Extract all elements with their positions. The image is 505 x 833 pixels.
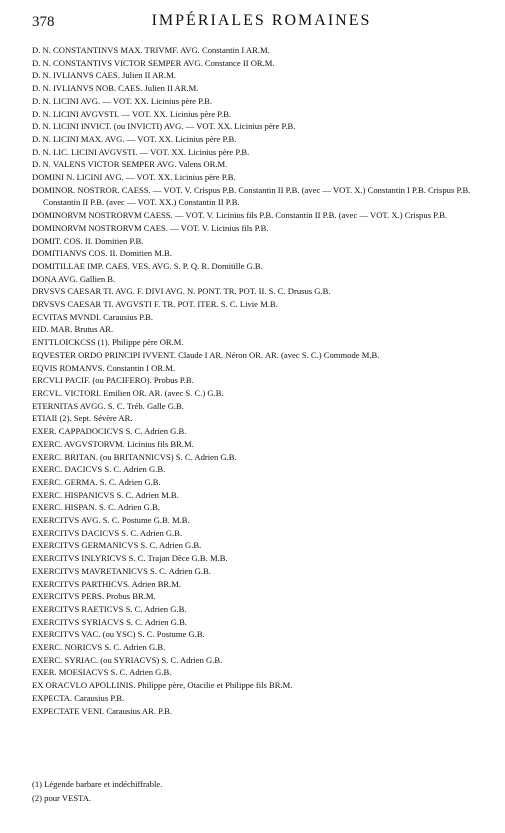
- legend-entry: D. N. LICINI INVICT. (ou INVICTI) AVG. — VOT. XX. Licinius père P.B.: [32, 121, 296, 132]
- legend-entry: D. N. LIC. LICINI AVGVSTI. — VOT. XX. Licinius père P.B.: [32, 146, 250, 157]
- legend-entry: D. N. IVLIANVS CAES. Julien II AR.M.: [32, 70, 176, 81]
- legend-entry: DOMIT. COS. II. Domitien P.B.: [32, 235, 144, 246]
- legend-entry: DRVSVS CAESAR TI. AVGVSTI F. TR. POT. ITER. S. C. Livie M.B.: [32, 299, 278, 310]
- legend-entry: EXERCITVS SYRIACVS S. C. Adrien G.B.: [32, 616, 187, 627]
- legend-entry: EXERCITVS INLYRICVS S. C. Trajan Dèce G.B. M.B.: [32, 553, 228, 564]
- legend-entry: ETERNITAS AVGG. S. C. Tréb. Galle G.B.: [32, 400, 184, 411]
- legend-entry: DRVSVS CAESAR TI. AVG. F. DIVI AVG. N. PONT. TR. POT. II. S. C. Drusus G.B.: [32, 286, 331, 297]
- legend-entry: D. N. VALENS VICTOR SEMPER AVG. Valens OR.M.: [32, 159, 228, 170]
- legend-entry: EXERCITVS AVG. S. C. Postume G.B. M.B.: [32, 515, 190, 526]
- legend-entry: EX ORACVLO APOLLINIS. Philippe père, Otacilie et Philippe fils BR.M.: [32, 680, 293, 691]
- legend-entry: EXERCITVS PERS. Probus BR.M.: [32, 591, 156, 602]
- legend-entry: ECVITAS MVNDI. Carausius P.B.: [32, 311, 154, 322]
- legend-entry: DOMINI N. LICINI AVG. — VOT. XX. Licinius père P.B.: [32, 172, 236, 183]
- legend-entry: D. N. LICINI AVGVSTI. — VOT. XX. Licinius père P.B.: [32, 108, 232, 119]
- footnotes: [32, 778, 492, 805]
- legend-entry: ERCVLI PACIF. (ou PACIFERO). Probus P.B.: [32, 375, 194, 386]
- legend-entry: D. N. LICINI AVG. — VOT. XX. Licinius père P.B.: [32, 95, 212, 106]
- legend-entry: ENTTLOICKCSS (1). Philippe père OR.M.: [32, 337, 184, 348]
- page-number: 378: [32, 14, 55, 30]
- legend-entry: EXERCITVS MAVRETANICVS S. C. Adrien G.B.: [32, 565, 211, 576]
- legend-entry: DONA AVG. Gallien B.: [32, 273, 116, 284]
- legend-entry: EQVESTER ORDO PRINCIPI IVVENT. Claude I AR. Néron OR. AR. (avec S. C.) Commode M.B.: [32, 349, 380, 360]
- legend-entry: DOMITIANVS COS. II. Domitien M.B.: [32, 248, 172, 259]
- running-title: IMPÉRIALES ROMAINES: [151, 12, 372, 29]
- page-header: [32, 12, 491, 36]
- legend-entries: [32, 44, 502, 717]
- legend-entry: ERCVL. VICTORI. Emilien OR. AR. (avec S. C.) G.B.: [32, 387, 224, 398]
- legend-entry: EXERC. HISPANICVS S. C. Adrien M.B.: [32, 489, 179, 500]
- legend-entry: EXERC. HISPAN. S. C. Adrien G.B.: [32, 502, 160, 513]
- legend-entry: ETIAII (2). Sept. Sévère AR.: [32, 413, 133, 424]
- legend-entry: D. N. CONSTANTIVS VICTOR SEMPER AVG. Constance II OR.M.: [32, 57, 275, 68]
- legend-entry: DOMINORVM NOSTRORVM CAES. — VOT. V. Licinius fils P.B.: [32, 222, 269, 233]
- legend-entry: EXERCITVS RAETICVS S. C. Adrien G.B.: [32, 603, 187, 614]
- legend-entry: EXERC. BRITAN. (ou BRITANNICVS) S. C. Adrien G.B.: [32, 451, 237, 462]
- legend-entry: EXERCITVS VAC. (ou YSC) S. C. Postume G.B.: [32, 629, 205, 640]
- legend-entry: EXER. MOESIACVS S. C. Adrien G.B.: [32, 667, 172, 678]
- legend-entry: EXERCITVS DACICVS S. C. Adrien G.B.: [32, 527, 183, 538]
- legend-entry: EID. MAR. Brutus AR.: [32, 324, 114, 335]
- legend-entry: EXERCITVS PARTHICVS. Adrien BR.M.: [32, 578, 182, 589]
- legend-entry: DOMINOR. NOSTROR. CAESS. — VOT. V. Crispus P.B. Constantin II P.B. (avec — VOT. X.) Constantin I P.B. Crispus P.B. Constantin II P.B. (avec — VOT. XX.) Constantin II P.B.: [32, 184, 473, 208]
- legend-entry: EXER. CAPPADOCICVS S. C. Adrien G.B.: [32, 426, 187, 437]
- legend-entry: DOMINORVM NOSTRORVM CAESS. — VOT. V. Licinius fils P.B. Constantin II P.B. (avec — VOT. X.) Crispus P.B.: [32, 210, 447, 221]
- footnote: (2) pour VESTA.: [32, 792, 92, 803]
- legend-entry: EXERC. SYRIAC. (ou SYRIACVS) S. C. Adrien G.B.: [32, 654, 223, 665]
- footnote: (1) Légende barbare et indéchiffrable.: [32, 779, 163, 789]
- legend-entry: D. N. IVLIANVS NOB. CAES. Julien II AR.M.: [32, 83, 199, 94]
- legend-entry: EXERC. AVGVSTORVM. Licinius fils BR.M.: [32, 438, 194, 449]
- legend-entry: EXERC. GERMA. S. C. Adrien G.B.: [32, 476, 161, 487]
- legend-entry: EXERC. NORICVS S. C. Adrien G.B.: [32, 642, 166, 653]
- legend-entry: EXPECTATE VENI. Carausius AR. P.B.: [32, 705, 172, 716]
- legend-entry: D. N. CONSTANTINVS MAX. TRIVMF. AVG. Constantin I AR.M.: [32, 45, 270, 55]
- legend-entry: D. N. LICINI MAX. AVG. — VOT. XX. Licinius père P.B.: [32, 133, 237, 144]
- legend-entry: EQVIS ROMANVS. Constantin I OR.M.: [32, 362, 176, 373]
- legend-entry: EXERC. DACICVS S. C. Adrien G.B.: [32, 464, 166, 475]
- legend-entry: EXERCITVS GERMANICVS S. C. Adrien G.B.: [32, 540, 202, 551]
- legend-entry: DOMITILLAE IMP. CAES. VES. AVG. S. P. Q. R. Domitille G.B.: [32, 260, 263, 271]
- legend-entry: EXPECTA. Carausius P.B.: [32, 692, 125, 703]
